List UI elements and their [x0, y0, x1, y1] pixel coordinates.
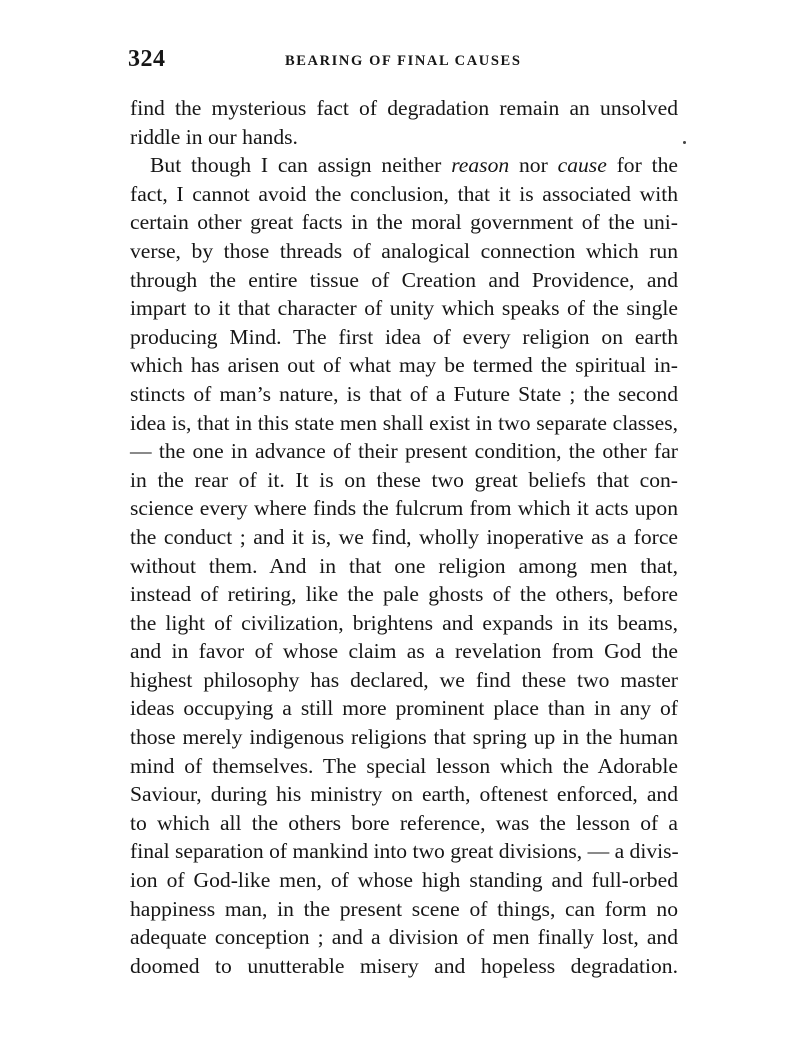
text-line: riddle in our hands. [130, 124, 298, 149]
text-line: certain other great facts in the moral government of the uni- [130, 210, 678, 235]
text-line: — the one in advance of their present condition, the other far [130, 439, 678, 464]
text-line: and in favor of whose claim as a revelation from God the [130, 639, 678, 664]
text-line: final separation of mankind into two great divisions, — a divis- [130, 839, 679, 864]
paragraph-1 [130, 94, 678, 151]
text-line: happiness man, in the present scene of things, can form no [130, 896, 678, 921]
text-line: impart to it that character of unity which speaks of the single [130, 296, 678, 321]
running-title: BEARING OF FINAL CAUSES [285, 53, 522, 69]
text-line: without them. And in that one religion among men that, [130, 553, 678, 578]
text-line: instead of retiring, like the pale ghosts of the others, before [130, 582, 678, 607]
text-line: those merely indigenous religions that spring up in the human [130, 725, 678, 750]
text-line: mind of themselves. The special lesson which the Adorable [130, 753, 678, 778]
emphasis-reason: reason [451, 153, 510, 178]
running-head [128, 46, 688, 76]
text-line: fact, I cannot avoid the conclusion, that it is associated with [130, 181, 678, 206]
text-line: in the rear of it. It is on these two great beliefs that con- [130, 467, 678, 492]
text-run: But though I can assign neither [150, 153, 452, 178]
stray-ink-mark [683, 141, 686, 144]
emphasis-cause: cause [557, 153, 607, 178]
text-line: producing Mind. The first idea of every religion on earth [130, 324, 678, 349]
text-line: highest philosophy has declared, we find these two master [130, 667, 678, 692]
text-line: idea is, that in this state men shall exist in two separate classes, [130, 410, 678, 435]
text-line: which has arisen out of what may be termed the spiritual in- [130, 353, 678, 378]
text-line [130, 151, 678, 180]
text-line: science every where finds the fulcrum from which it acts upon [130, 496, 678, 521]
text-line: through the entire tissue of Creation and Providence, and [130, 267, 678, 292]
text-line: find the mysterious fact of degradation remain an unsolved [130, 96, 678, 120]
text-line: stincts of man’s nature, is that of a Future State ; the second [130, 381, 678, 406]
text-line: doomed to unutterable misery and hopeless degradation. [130, 953, 678, 978]
text-line: ion of God-like men, of whose high standing and full-orbed [130, 868, 678, 893]
text-run: nor [509, 153, 558, 178]
text-line: ideas occupying a still more prominent place than in any of [130, 696, 678, 721]
text-line: adequate conception ; and a division of men finally lost, and [130, 925, 678, 950]
page-number: 324 [128, 46, 166, 72]
text-line: verse, by those threads of analogical connection which run [130, 238, 678, 263]
text-run: for the [606, 153, 678, 178]
body-text [130, 94, 678, 980]
paragraph-2 [130, 151, 678, 980]
text-line: to which all the others bore reference, was the lesson of a [130, 810, 678, 835]
text-line: Saviour, during his ministry on earth, oftenest enforced, and [130, 782, 678, 807]
text-line: the conduct ; and it is, we find, wholly inoperative as a force [130, 524, 678, 549]
text-line: the light of civilization, brightens and expands in its beams, [130, 610, 678, 635]
